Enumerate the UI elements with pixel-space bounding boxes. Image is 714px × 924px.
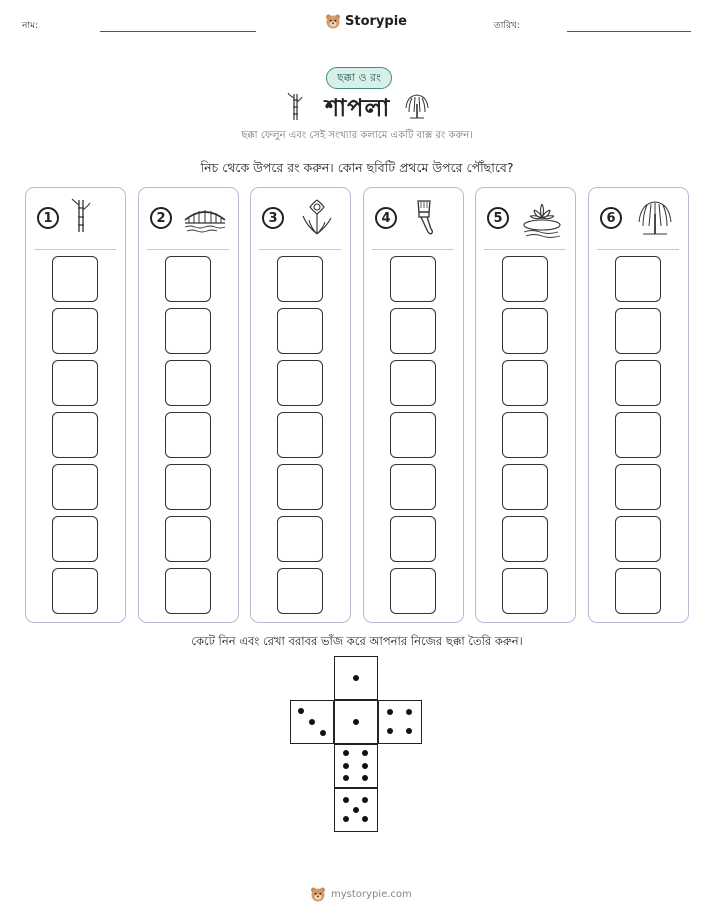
name-line (100, 31, 256, 32)
dice-pip (387, 728, 393, 734)
color-box[interactable] (165, 464, 211, 510)
color-box[interactable] (277, 308, 323, 354)
bear-face-icon (310, 886, 326, 902)
color-box[interactable] (165, 412, 211, 458)
dice-pip (343, 763, 349, 769)
dice-pip (320, 730, 326, 736)
brand-name: Storypie (345, 13, 407, 29)
color-box[interactable] (52, 568, 98, 614)
column-6 (588, 187, 689, 623)
subtitle: ছক্কা ফেলুন এবং সেই সংখ্যার কলামে একটি বাক্স রং করুন। (241, 130, 473, 141)
category-badge: ছক্কা ও রং (326, 67, 392, 89)
color-box[interactable] (615, 308, 661, 354)
column-divider (372, 249, 454, 250)
color-box[interactable] (502, 464, 548, 510)
dice-pip (362, 797, 368, 803)
color-box[interactable] (52, 308, 98, 354)
column-number: 1 (37, 207, 59, 229)
column-3 (250, 187, 351, 623)
dice-face-1 (334, 700, 378, 744)
column-number: 2 (150, 207, 172, 229)
color-box[interactable] (277, 568, 323, 614)
color-box[interactable] (390, 256, 436, 302)
column-divider (34, 249, 116, 250)
sugarcane-icon (287, 92, 303, 122)
color-box[interactable] (502, 568, 548, 614)
column-number: 5 (487, 207, 509, 229)
color-box[interactable] (615, 464, 661, 510)
color-box[interactable] (615, 568, 661, 614)
color-box[interactable] (615, 256, 661, 302)
dice-pip (406, 728, 412, 734)
bridge-icon (183, 198, 227, 238)
dice-pip (387, 709, 393, 715)
dice-pip (309, 719, 315, 725)
dice-pip (362, 763, 368, 769)
water-lily-icon (520, 198, 564, 238)
dice-face-3 (290, 700, 334, 744)
color-box[interactable] (52, 256, 98, 302)
color-box[interactable] (277, 412, 323, 458)
color-box[interactable] (502, 308, 548, 354)
color-box[interactable] (52, 516, 98, 562)
column-divider (259, 249, 341, 250)
name-label: নাম: (22, 21, 39, 31)
dice-face-4 (378, 700, 422, 744)
color-box[interactable] (165, 360, 211, 406)
color-box[interactable] (615, 412, 661, 458)
brand-logo (325, 13, 407, 29)
color-box[interactable] (502, 360, 548, 406)
column-number: 3 (262, 207, 284, 229)
color-box[interactable] (277, 464, 323, 510)
willow-tree-icon (633, 198, 677, 238)
color-box[interactable] (390, 568, 436, 614)
dice-pip (343, 797, 349, 803)
color-box[interactable] (502, 256, 548, 302)
column-divider (147, 249, 229, 250)
paintbrush-icon (408, 198, 452, 238)
dice-pip (362, 775, 368, 781)
dice-pip (353, 807, 359, 813)
color-box[interactable] (390, 360, 436, 406)
column-divider (484, 249, 566, 250)
dice-pip (298, 708, 304, 714)
date-label: তারিখ: (494, 21, 520, 31)
color-box[interactable] (277, 360, 323, 406)
color-box[interactable] (615, 360, 661, 406)
dice-pip (343, 750, 349, 756)
color-box[interactable] (502, 412, 548, 458)
cut-instruction: কেটে নিন এবং রেখা বরাবর ভাঁজ করে আপনার নিজের ছক্কা তৈরি করুন। (191, 634, 523, 648)
dice-face-6 (334, 744, 378, 788)
color-box[interactable] (52, 360, 98, 406)
color-box[interactable] (390, 412, 436, 458)
color-box[interactable] (277, 516, 323, 562)
color-box[interactable] (390, 464, 436, 510)
color-box[interactable] (52, 412, 98, 458)
column-4 (363, 187, 464, 623)
bear-face-icon (325, 13, 341, 29)
page-title: শাপলা (325, 94, 391, 122)
dice-face-1 (334, 656, 378, 700)
color-box[interactable] (165, 256, 211, 302)
date-line (567, 31, 691, 32)
dice-pip (343, 816, 349, 822)
column-1 (25, 187, 126, 623)
column-divider (597, 249, 679, 250)
color-box[interactable] (52, 464, 98, 510)
color-box[interactable] (277, 256, 323, 302)
color-box[interactable] (390, 308, 436, 354)
instruction: নিচ থেকে উপরে রং করুন। কোন ছবিটি প্রথমে উপরে পৌঁছাবে? (200, 160, 514, 175)
dice-pip (362, 750, 368, 756)
footer-url: mystorypie.com (331, 888, 412, 900)
color-box[interactable] (502, 516, 548, 562)
color-box[interactable] (390, 516, 436, 562)
dice-pip (406, 709, 412, 715)
color-box[interactable] (165, 516, 211, 562)
color-box[interactable] (615, 516, 661, 562)
dice-face-5 (334, 788, 378, 832)
column-number: 6 (600, 207, 622, 229)
column-number: 4 (375, 207, 397, 229)
dice-pip (343, 775, 349, 781)
column-2 (138, 187, 239, 623)
column-5 (475, 187, 576, 623)
footer (310, 886, 412, 902)
willow-tree-icon (403, 92, 431, 120)
color-box[interactable] (165, 308, 211, 354)
dice-pip (362, 816, 368, 822)
dice-pip (353, 675, 359, 681)
daffodil-icon (295, 198, 339, 238)
dice-pip (353, 719, 359, 725)
color-box[interactable] (165, 568, 211, 614)
sugarcane-icon (70, 198, 114, 238)
